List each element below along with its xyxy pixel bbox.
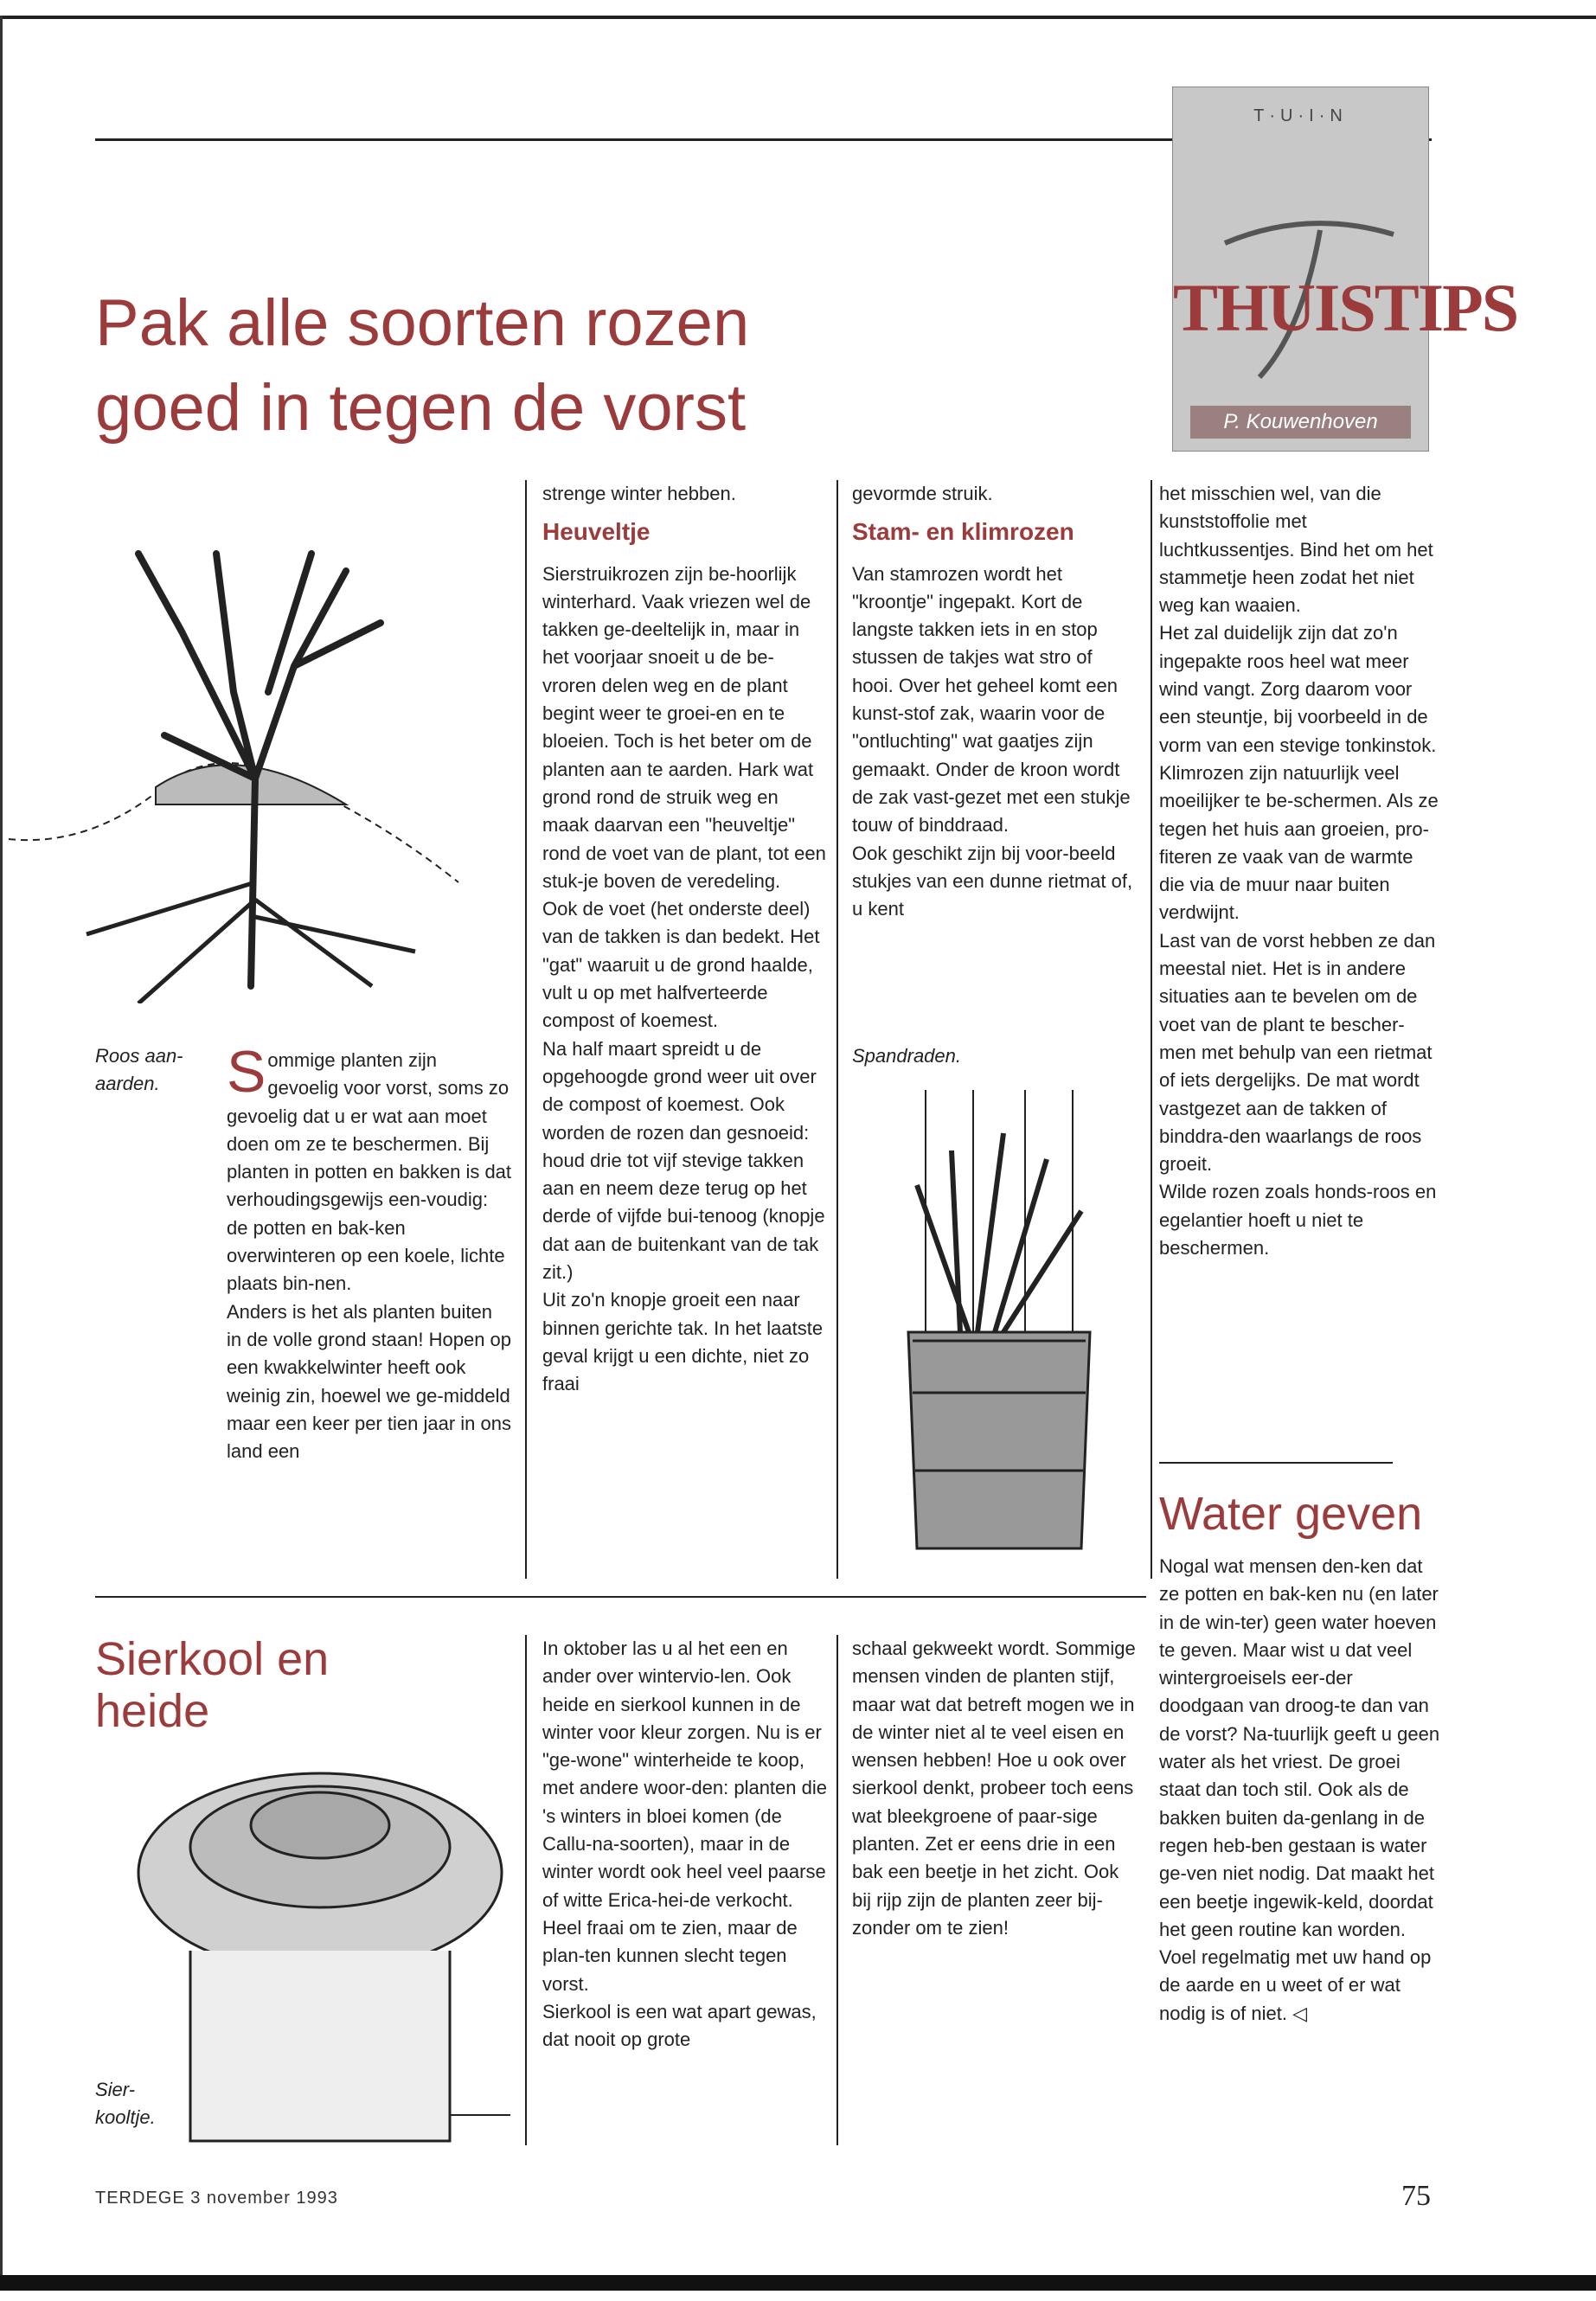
col2-paragraph-3: Na half maart spreidt u de opgehoogde grond weer uit over de compost of koemest. Ook worden de rozen dan gesnoeid: houd drie tot vijf stevige takken aan en neem deze terug op het derde of vijfde bui-tenoog (knopje dat aan de buitenkant van de tak zit.) [542, 1037, 825, 1284]
sierkool-paragraph-2: Sierkool is een wat apart gewas, dat nooit op grote [542, 2000, 817, 2051]
col3-paragraph: Van stamrozen wordt het "kroontje" ingepakt. Kort de langste takken iets in en stop stussen de takjes wat stro of hooi. Over het geheel komt een kunst-stof zak, waarin voor de "ontluchting" wat gaatjes zijn gemaakt. Onder de kroon wordt de zak vast-gezet met een stukje touw of binddraad. [852, 562, 1131, 836]
col2-paragraph-2: Ook de voet (het onderste deel) van de takken is dan bedekt. Het "gat" waaruit u de grond haalde, vult u op met halfverteerde compost of koemest. [542, 898, 820, 1032]
col3-lead: gevormde struik. [852, 483, 993, 504]
article1-column3 [852, 480, 1138, 923]
water-geven-column [1159, 1553, 1440, 2028]
column-divider [525, 1635, 527, 2145]
drop-cap: S [227, 1039, 266, 1105]
sierkool-paragraph: In oktober las u al het een en ander over wintervio-len. Ook heide en sierkool kunnen in de winter voor kleur zorgen. Nu is er "ge-wone" winterheide te koop, met andere woor-den: planten die 's winters in bloei komen (de Callu-na-soorten), maar in de winter wordt ook heel veel paarse of witte Erica-hei-de verkocht. Heel fraai om te zien, maar de plan-ten kunnen slecht tegen vorst. [542, 1638, 827, 1995]
col2-lead: strenge winter hebben. [542, 483, 736, 504]
page-number: 75 [1401, 2180, 1431, 2212]
publication-footer: TERDEGE 3 november 1993 [95, 2189, 338, 2208]
col1-paragraph-2: Anders is het als planten buiten in de volle grond staan! Hopen op een kwakkelwinter heeft ook weinig zin, hoewel we ge-middeld maar een keer per tien jaar in ons land een [227, 1300, 512, 1463]
figure-caption-roos: Roos aan-aarden. [95, 1045, 183, 1094]
column-divider [836, 480, 838, 1579]
article1-column2 [542, 480, 828, 1399]
col2-paragraph-4: Uit zo'n knopje groeit een naar binnen gerichte tak. In het laatste geval krijgt u een dichte, niet zo fraai [542, 1289, 824, 1395]
sierkool-column3 [852, 1635, 1138, 1942]
col4-paragraph-2: Het zal duidelijk zijn dat zo'n ingepakte roos heel wat meer wind vangt. Zorg daarom voor een steuntje, bij voorbeeld in de vorm van een stevige tonkinstok. [1159, 622, 1437, 756]
col3-paragraph-2: Ook geschikt zijn bij voor-beeld stukjes van een dunne rietmat of, u kent [852, 842, 1133, 920]
author-byline: P. Kouwenhoven [1190, 406, 1411, 439]
section-divider-water [1159, 1462, 1393, 1464]
page-border-bottom [0, 2275, 1596, 2291]
col4-paragraph-4: Last van de vorst hebben ze dan meestal niet. Het is in andere situaties aan te bevelen om de voet van de plant te bescher-men met behulp van een rietmat of iets dergelijks. De mat wordt vastgezet aan de takken of binddra-den waarlangs de roos groeit. [1159, 929, 1436, 1176]
page-border-left [0, 16, 3, 2275]
column-divider [836, 1635, 838, 2145]
subhead-heuveltje: Heuveltje [542, 518, 651, 546]
col4-paragraph-3: Klimrozen zijn natuurlijk veel moeilijker te be-schermen. Als ze tegen het huis aan groeien, pro-fiteren ze vaak van de warmte die via de muur naar buiten verdwijnt. [1159, 761, 1439, 924]
sierkool-paragraph-3: schaal gekweekt wordt. Sommige mensen vinden de planten stijf, maar wat dat betreft mogen we in de winter niet al te veel eisen en wensen hebben! Hoe u ook over sierkool denkt, probeer toch eens wat bleekgroene of paar-sige planten. Zet er eens drie in een bak een beetje in het zicht. Ook bij rijp zijn de planten zeer bij-zonder om te zien! [852, 1638, 1136, 1939]
section-divider-sierkool [95, 1596, 1146, 1598]
page-border-top [0, 16, 1596, 19]
article1-column4 [1159, 480, 1440, 1262]
thuistips-logo [1172, 87, 1518, 452]
logo-tuin-label: T·U·I·N [1253, 106, 1348, 125]
col4-paragraph: het misschien wel, van die kunststoffolie met luchtkussentjes. Bind het om het stammetje heen zodat het niet weg kan waaien. [1159, 483, 1433, 617]
col1-paragraph: ommige planten zijn gevoelig voor vorst, soms zo gevoelig dat u er wat aan moet doen om ze te beschermen. Bij planten in potten en bakken is dat verhoudingsgewijs een-voudig: de potten en bak-ken overwinteren op een koele, lichte plaats bin-nen. [227, 1049, 512, 1295]
rose-hilling-illustration [9, 519, 493, 1003]
sierkool-title: Sierkool en heide [95, 1633, 330, 1737]
col2-paragraph: Sierstruikrozen zijn be-hoorlijk winterhard. Vaak vriezen wel de takken ge-deeltelijk in, maar in het voorjaar snoeit u de be-vroren delen weg en de plant begint weer te groei-en en te bloeien. Toch is het beter om de planten aan te aarden. Hark wat grond rond de struik weg en maak daarvan een "heuveltje" rond de voet van de plant, tot een stuk-je boven de veredeling. [542, 562, 826, 892]
subhead-stam-klimrozen: Stam- en klimrozen [852, 518, 1074, 546]
figure-caption-sierkooltje: Sier-kooltje. [95, 2079, 156, 2128]
article1-column1 [227, 1039, 512, 1465]
figure-caption-spandraden: Spandraden. [852, 1045, 961, 1067]
column-divider [1151, 480, 1152, 1579]
sierkool-illustration [121, 1752, 528, 2158]
wrapped-rose-illustration [874, 1081, 1125, 1566]
logo-title: THUISTIPS [1173, 270, 1518, 345]
water-geven-title: Water geven [1159, 1488, 1423, 1540]
column-divider [525, 480, 527, 1579]
article-title: Pak alle soorten rozen goed in tegen de vorst [95, 286, 750, 445]
col4-paragraph-5: Wilde rozen zoals honds-roos en egelantier hoeft u niet te beschermen. [1159, 1181, 1437, 1259]
sierkool-column2 [542, 1635, 828, 2054]
water-geven-paragraph: Nogal wat mensen den-ken dat ze potten en bak-ken nu (en later in de win-ter) geen water hoeven te geven. Maar wist u dat veel wintergroeisels eer-der doodgaan van droog-te dan van de vorst? Na-tuurlijk geeft u geen water als het vriest. De groei staat dan toch stil. Ook als de bakken buiten da-genlang in de regen heb-ben gestaan is water ge-ven niet nodig. Dat maakt het een beetje ingewik-keld, doordat het geen routine kan worden. Voel regelmatig met uw hand op de aarde en u weet of er wat nodig is of niet. ◁ [1159, 1555, 1440, 2024]
